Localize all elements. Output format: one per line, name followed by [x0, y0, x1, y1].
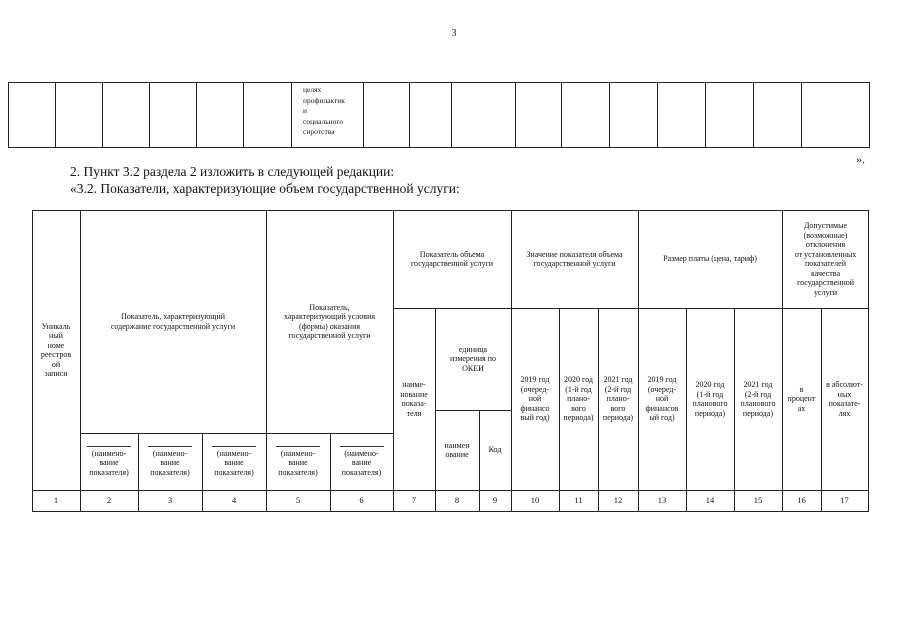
- paragraph-instruction: 2. Пункт 3.2 раздела 2 изложить в следующей редакции:: [70, 164, 395, 179]
- column-number: 17: [840, 494, 849, 505]
- header-volume-indicator: Показатель объема государственной услуги: [410, 249, 494, 268]
- header-deviation-percent: в процент ах: [787, 384, 816, 413]
- previous-table-fragment: [8, 82, 870, 148]
- column-number: 9: [492, 494, 498, 505]
- column-number: 2: [106, 494, 112, 505]
- header-allowed-deviation: Допустимые (возможные) отклонения от установленных показателей качества государственной услуги: [794, 221, 857, 297]
- header-price-2021: 2021 год (2-й год планового периода): [740, 380, 776, 418]
- header-conditions-name-1: (наимено- вание показателя): [266, 433, 330, 490]
- closing-quote: ».: [856, 152, 865, 166]
- column-number: 11: [574, 494, 583, 505]
- header-volume-value: Значение показателя объема государственной услуги: [526, 249, 623, 268]
- header-content-name-2: (наимено- вание показателя): [138, 433, 202, 490]
- column-number: 8: [454, 494, 460, 505]
- header-price-2020: 2020 год (1-й год планового периода): [692, 380, 728, 418]
- column-number: 15: [753, 494, 763, 505]
- column-number: 10: [530, 494, 540, 505]
- header-unique-record-number: Уникаль ный номе реестров ой записи: [40, 321, 72, 378]
- header-content-name-3: (наимено- вание показателя): [202, 433, 266, 490]
- header-value-2021: 2021 год (2-й год плано- вого периода): [602, 375, 634, 423]
- header-conditions-indicator: Показатель, характеризующий условия (формы) оказания государственной услуги: [283, 302, 376, 340]
- header-value-2020: 2020 год (1-й год плано- вого периода): [563, 375, 594, 423]
- column-number: 12: [613, 494, 623, 505]
- header-content-name-1: (наимено- вание показателя): [80, 433, 138, 490]
- strip-cell-text: целях профилактик и социального сиротства: [303, 85, 345, 136]
- header-conditions-name-2: (наимено- вание показателя): [330, 433, 393, 490]
- header-value-2019: 2019 год (очеред- ной финансо вый год): [520, 375, 550, 423]
- column-number: 7: [411, 494, 417, 505]
- column-number: 3: [167, 494, 173, 505]
- column-number: 1: [53, 494, 59, 505]
- column-number: 13: [657, 494, 667, 505]
- header-unit-name: наимен ование: [444, 440, 470, 459]
- page-number: 3: [451, 28, 457, 39]
- header-price: Размер платы (цена, тариф): [663, 254, 757, 264]
- header-content-indicator: Показатель, характеризующий содержание государственной услуги: [110, 312, 236, 331]
- column-number: 4: [231, 494, 237, 505]
- header-unit-okei: единица измерения по ОКЕИ: [449, 344, 496, 373]
- paragraph-section-title: «3.2. Показатели, характеризующие объем государственной услуги:: [70, 181, 460, 196]
- column-number: 16: [797, 494, 806, 505]
- column-number: 14: [705, 494, 715, 505]
- column-number: 5: [295, 494, 301, 505]
- header-unit-code: Код: [488, 445, 502, 455]
- header-indicator-name: наиме- нование показа- теля: [400, 380, 428, 418]
- column-number: 6: [359, 494, 364, 505]
- volume-indicators-table: [32, 210, 869, 512]
- header-deviation-absolute: в абсолют- ных показате- лях: [826, 380, 863, 418]
- header-price-2019: 2019 год (очеред- ной финансов ый год): [645, 375, 679, 423]
